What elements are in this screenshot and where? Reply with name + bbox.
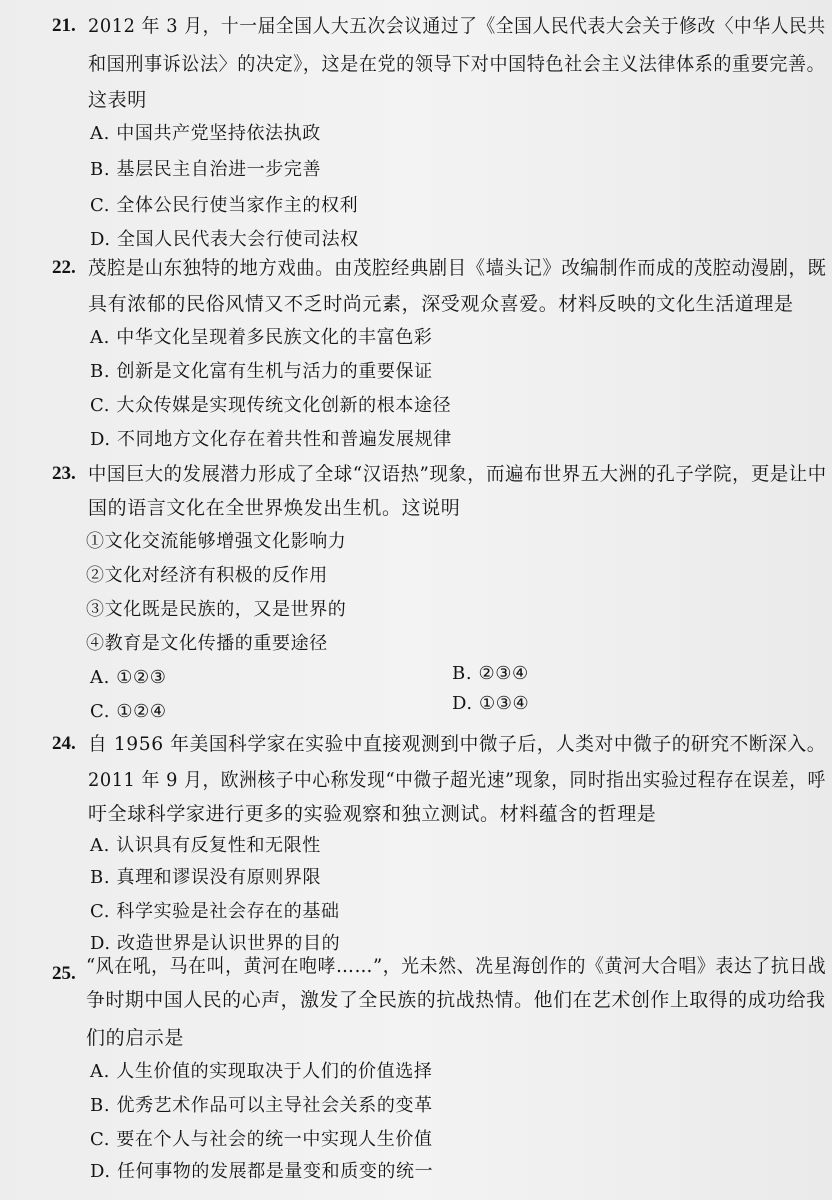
question-text-line: “风在吼，马在叫，黄河在咆哮……”，光未然、冼星海创作的《黄河大合唱》表达了抗日战 — [86, 955, 827, 977]
question-number: 25. — [52, 963, 76, 984]
option-d[interactable]: D. 任何事物的发展都是量变和质变的统一 — [90, 1161, 434, 1182]
question-text-line: 具有浓郁的民俗风情又不乏时尚元素，深受观众喜爱。材料反映的文化生活道理是 — [88, 293, 794, 315]
option-d[interactable]: D. 全国人民代表大会行使司法权 — [90, 229, 359, 250]
option-c[interactable]: C. 大众传媒是实现传统文化创新的根本途径 — [90, 395, 452, 416]
question-text-line: 国的语言文化在全世界焕发出生机。这说明 — [88, 497, 461, 519]
option-d[interactable]: D. 改造世界是认识世界的目的 — [90, 933, 341, 954]
option-b[interactable]: B. 真理和谬误没有原则界限 — [90, 867, 322, 888]
question-text-line: 吁全球科学家进行更多的实验观察和独立测试。材料蕴含的哲理是 — [88, 803, 657, 825]
question-text-line: 中国巨大的发展潜力形成了全球“汉语热”现象，而遍布世界五大洲的孔子学院，更是让中 — [88, 463, 827, 485]
question-number: 21. — [52, 15, 76, 36]
statement-item: ④教育是文化传播的重要途径 — [86, 633, 328, 654]
option-a[interactable]: A. 人生价值的实现取决于人们的价值选择 — [90, 1061, 433, 1082]
statement-item: ③文化既是民族的，又是世界的 — [86, 599, 347, 620]
option-b[interactable]: B. ②③④ — [452, 663, 529, 684]
question-text-line: 2011 年 9 月，欧洲核子中心称发现“中微子超光速”现象，同时指出实验过程存在误差，呼 — [88, 769, 826, 791]
question-text-line: 2012 年 3 月，十一届全国人大五次会议通过了《全国人民代表大会关于修改〈中华人民共 — [88, 15, 826, 37]
option-a[interactable]: A. 中华文化呈现着多民族文化的丰富色彩 — [90, 327, 433, 348]
question-text-line: 这表明 — [88, 89, 147, 111]
statement-item: ①文化交流能够增强文化影响力 — [86, 531, 347, 552]
option-d[interactable]: D. 不同地方文化存在着共性和普遍发展规律 — [90, 429, 452, 450]
statement-item: ②文化对经济有积极的反作用 — [86, 565, 328, 586]
option-b[interactable]: B. 创新是文化富有生机与活力的重要保证 — [90, 361, 433, 382]
question-number: 24. — [52, 733, 76, 754]
option-a[interactable]: A. ①②③ — [90, 667, 167, 688]
question-number: 23. — [52, 463, 76, 484]
question-text-line: 们的启示是 — [86, 1027, 185, 1049]
question-text-line: 争时期中国人民的心声，激发了全民族的抗战热情。他们在艺术创作上取得的成功给我 — [86, 989, 826, 1011]
option-d[interactable]: D. ①③④ — [452, 693, 530, 714]
option-b[interactable]: B. 基层民主自治进一步完善 — [90, 159, 322, 180]
option-a[interactable]: A. 认识具有反复性和无限性 — [90, 835, 321, 856]
question-text-line: 茂腔是山东独特的地方戏曲。由茂腔经典剧目《墙头记》改编制作而成的茂腔动漫剧，既 — [88, 257, 827, 279]
option-c[interactable]: C. ①②④ — [90, 701, 167, 722]
question-text-line: 和国刑事诉讼法〉的决定》，这是在党的领导下对中国特色社会主义法律体系的重要完善。 — [88, 53, 826, 75]
question-number: 22. — [52, 257, 76, 278]
option-c[interactable]: C. 科学实验是社会存在的基础 — [90, 901, 340, 922]
option-b[interactable]: B. 优秀艺术作品可以主导社会关系的变革 — [90, 1095, 433, 1116]
option-c[interactable]: C. 要在个人与社会的统一中实现人生价值 — [90, 1129, 433, 1150]
option-a[interactable]: A. 中国共产党坚持依法执政 — [90, 123, 321, 144]
question-text-line: 自 1956 年美国科学家在实验中直接观测到中微子后，人类对中微子的研究不断深入。 — [88, 733, 827, 755]
option-c[interactable]: C. 全体公民行使当家作主的权利 — [90, 195, 359, 216]
